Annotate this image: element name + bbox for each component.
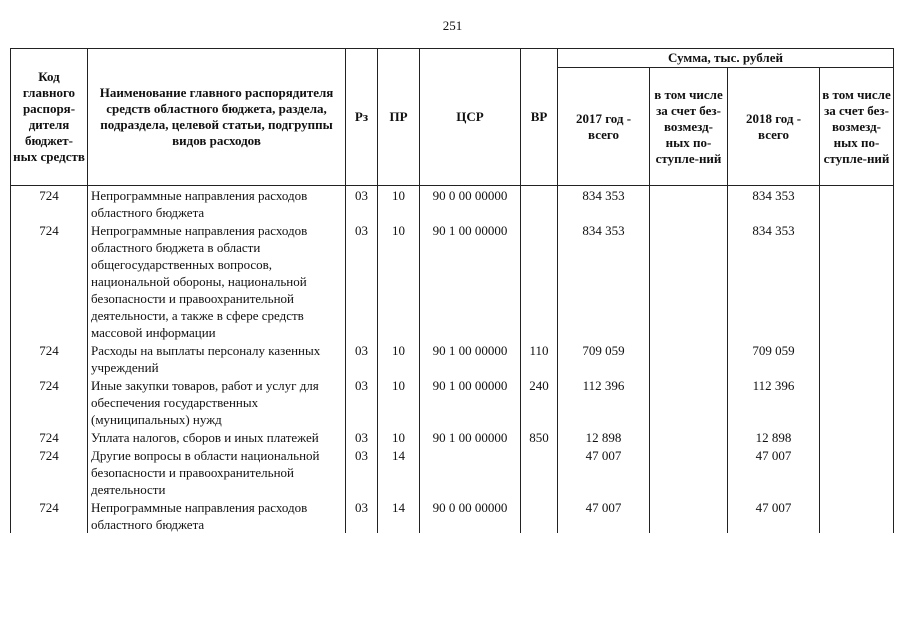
header-total-2018: 2018 год - всего	[728, 68, 820, 186]
cell-rz: 03	[346, 428, 378, 446]
header-code: Код главного распоря-дителя бюджет-ных средств	[11, 49, 88, 186]
cell-free-2017	[650, 446, 728, 498]
page-number: 251	[442, 18, 463, 33]
cell-code: 724	[11, 428, 88, 446]
cell-pr: 10	[378, 428, 420, 446]
cell-pr: 10	[378, 221, 420, 341]
header-csr: ЦСР	[420, 49, 521, 186]
header-total-2017: 2017 год - всего	[558, 68, 650, 186]
header-sum-group: Сумма, тыс. рублей	[558, 49, 894, 68]
budget-table	[10, 48, 894, 533]
cell-total-2018: 112 396	[728, 376, 820, 428]
cell-csr: 90 0 00 00000	[420, 498, 521, 533]
cell-rz: 03	[346, 186, 378, 222]
cell-free-2018	[820, 446, 894, 498]
cell-total-2017: 47 007	[558, 446, 650, 498]
table-row	[11, 186, 894, 222]
cell-total-2018: 12 898	[728, 428, 820, 446]
cell-vr: 110	[521, 341, 558, 376]
cell-code: 724	[11, 221, 88, 341]
cell-pr: 14	[378, 498, 420, 533]
cell-vr: 850	[521, 428, 558, 446]
cell-csr: 90 0 00 00000	[420, 186, 521, 222]
cell-rz: 03	[346, 341, 378, 376]
cell-csr: 90 1 00 00000	[420, 221, 521, 341]
cell-free-2017	[650, 186, 728, 222]
cell-free-2018	[820, 376, 894, 428]
cell-total-2017: 834 353	[558, 221, 650, 341]
header-name: Наименование главного распорядителя средств областного бюджета, раздела, подраздела, целевой статьи, подгруппы видов расходов	[88, 49, 346, 186]
cell-free-2017	[650, 221, 728, 341]
table-row	[11, 341, 894, 376]
cell-total-2018: 47 007	[728, 498, 820, 533]
cell-free-2018	[820, 428, 894, 446]
cell-name: Непрограммные направления расходов областного бюджета	[88, 186, 346, 222]
cell-code: 724	[11, 341, 88, 376]
cell-free-2018	[820, 221, 894, 341]
cell-free-2017	[650, 376, 728, 428]
header-free-2018: в том числе за счет без-возмезд-ных по-ступле-ний	[820, 68, 894, 186]
cell-total-2017: 12 898	[558, 428, 650, 446]
cell-free-2018	[820, 498, 894, 533]
cell-rz: 03	[346, 498, 378, 533]
cell-pr: 10	[378, 376, 420, 428]
cell-code: 724	[11, 376, 88, 428]
cell-name: Уплата налогов, сборов и иных платежей	[88, 428, 346, 446]
cell-vr	[521, 498, 558, 533]
cell-total-2017: 834 353	[558, 186, 650, 222]
table-row	[11, 446, 894, 498]
cell-pr: 10	[378, 341, 420, 376]
cell-csr: 90 1 00 00000	[420, 341, 521, 376]
cell-free-2017	[650, 341, 728, 376]
cell-total-2018: 47 007	[728, 446, 820, 498]
cell-total-2017: 47 007	[558, 498, 650, 533]
cell-name: Непрограммные направления расходов областного бюджета в области общегосударственных вопросов, национальной обороны, национальной безопасности и правоохранительной деятельности, а также в сфере средств массовой информации	[88, 221, 346, 341]
cell-total-2017: 709 059	[558, 341, 650, 376]
header-free-2017: в том числе за счет без-возмезд-ных по-ступле-ний	[650, 68, 728, 186]
table-row	[11, 376, 894, 428]
cell-code: 724	[11, 186, 88, 222]
cell-free-2018	[820, 186, 894, 222]
cell-total-2018: 834 353	[728, 186, 820, 222]
cell-total-2018: 709 059	[728, 341, 820, 376]
cell-vr	[521, 446, 558, 498]
table-row	[11, 221, 894, 341]
cell-total-2017: 112 396	[558, 376, 650, 428]
cell-name: Другие вопросы в области национальной безопасности и правоохранительной деятельности	[88, 446, 346, 498]
cell-free-2018	[820, 341, 894, 376]
cell-free-2017	[650, 498, 728, 533]
cell-free-2017	[650, 428, 728, 446]
cell-pr: 10	[378, 186, 420, 222]
table-body	[11, 186, 894, 534]
cell-csr	[420, 446, 521, 498]
header-rz: Рз	[346, 49, 378, 186]
cell-name: Иные закупки товаров, работ и услуг для обеспечения государственных (муниципальных) нужд	[88, 376, 346, 428]
cell-name: Расходы на выплаты персоналу казенных учреждений	[88, 341, 346, 376]
header-pr: ПР	[378, 49, 420, 186]
header-vr: ВР	[521, 49, 558, 186]
cell-vr	[521, 186, 558, 222]
cell-rz: 03	[346, 446, 378, 498]
cell-pr: 14	[378, 446, 420, 498]
cell-name: Непрограммные направления расходов областного бюджета	[88, 498, 346, 533]
cell-rz: 03	[346, 221, 378, 341]
cell-vr: 240	[521, 376, 558, 428]
cell-csr: 90 1 00 00000	[420, 428, 521, 446]
cell-code: 724	[11, 498, 88, 533]
header-row-1	[11, 49, 894, 68]
cell-total-2018: 834 353	[728, 221, 820, 341]
cell-vr	[521, 221, 558, 341]
table-row	[11, 428, 894, 446]
cell-csr: 90 1 00 00000	[420, 376, 521, 428]
table-row	[11, 498, 894, 533]
cell-code: 724	[11, 446, 88, 498]
cell-rz: 03	[346, 376, 378, 428]
